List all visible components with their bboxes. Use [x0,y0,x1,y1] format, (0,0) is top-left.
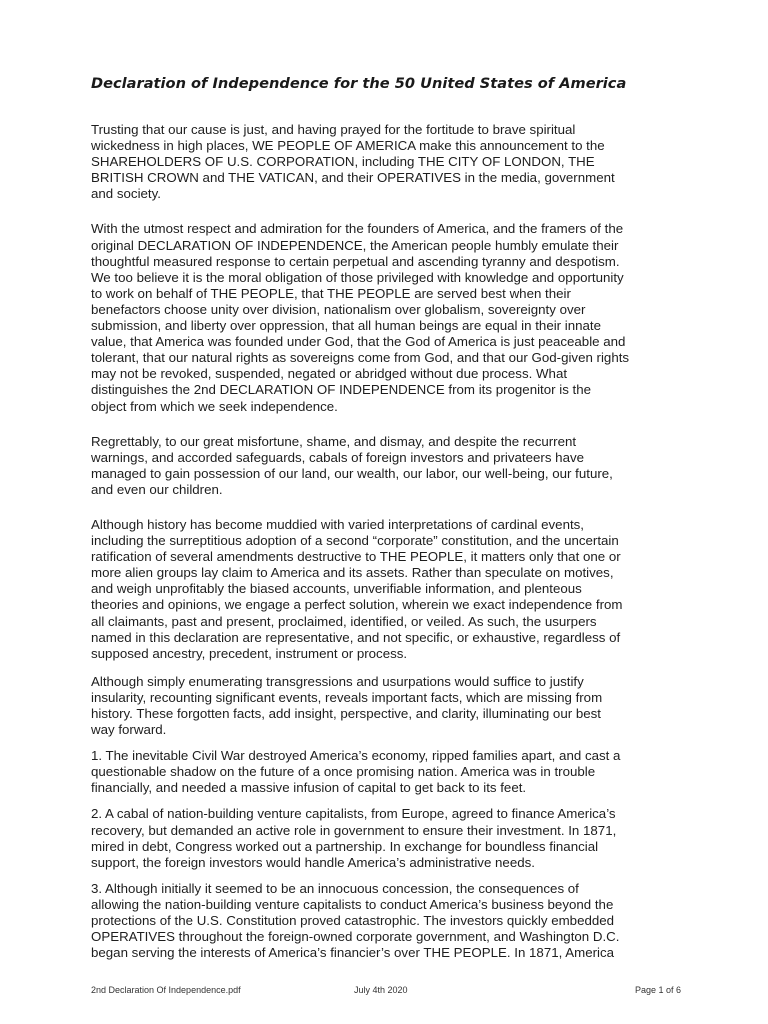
footer-filename: 2nd Declaration Of Independence.pdf [91,985,241,995]
text-line: ratification of several amendments destructive to THE PEOPLE, it matters only that one or [91,549,621,565]
paragraph [91,806,703,870]
document-title: Declaration of Independence for the 50 United States of America [91,75,627,92]
text-line: tolerant, that our natural rights as sovereigns come from God, and that our God-given rights [91,350,630,366]
text-line: history. These forgotten facts, add insight, perspective, and clarity, illuminating our best [91,706,601,721]
text-line: named in this declaration are representative, and not specific, or exhaustive, regardless of [91,629,621,645]
text-line: support, the foreign investors would handle America’s administrative needs. [91,854,535,870]
page-footer [91,985,681,999]
text-line: more alien groups lay claim to America and its assets. Rather than speculate on motives, [91,565,614,581]
text-line: to work on behalf of THE PEOPLE, that THE PEOPLE are served best when their [91,285,571,301]
text-line: way forward. [91,722,167,738]
text-line: questionable shadow on the future of a once promising nation. America was in trouble [91,764,596,780]
text-line: We too believe it is the moral obligation of those privileged with knowledge and opportunity [91,269,624,285]
text-line: including the surreptitious adoption of a second “corporate” constitution, and the uncertain [91,533,619,549]
text-line: object from which we seek independence. [91,398,338,414]
text-line: mired in debt, Congress worked out a partnership. In exchange for boundless financial [91,838,599,854]
text-line: warnings, and accorded safeguards, cabals of foreign investors and privateers have [91,449,585,465]
text-line: protections of the U.S. Constitution proved catastrophic. The investors quickly embedded [91,913,615,929]
text-line: began serving the interests of America’s financier’s over THE PEOPLE. In 1871, America [91,945,615,961]
paragraph [91,122,703,202]
text-line: 3. Although initially it seemed to be an innocuous concession, the consequences of [91,880,579,896]
text-line: original DECLARATION OF INDEPENDENCE, the American people humbly emulate their [91,237,619,253]
text-line: Although simply enumerating transgressions and usurpations would suffice to justify [91,673,584,689]
text-line: insularity, recounting significant events, reveals important facts, which are missing from [91,689,603,705]
text-line: 2. A cabal of nation-building venture capitalists, from Europe, agreed to finance America’s [91,806,616,822]
text-line: submission, and liberty over oppression, that all human beings are equal in their innate [91,318,602,334]
text-line: SHAREHOLDERS OF U.S. CORPORATION, including THE CITY OF LONDON, THE [91,154,595,170]
text-line: Regrettably, to our great misfortune, shame, and dismay, and despite the recurrent [91,433,577,449]
paragraph [91,674,703,738]
text-line: theories and opinions, we engage a perfect solution, wherein we exact independence from [91,597,623,613]
text-line: OPERATIVES throughout the foreign-owned corporate government, and Washington D.C. [91,929,620,945]
text-line: Although history has become muddied with varied interpretations of cardinal events, [91,516,584,532]
footer-date: July 4th 2020 [354,985,408,995]
text-line: managed to gain possession of our land, our wealth, our labor, our well-being, our future, [91,465,613,481]
paragraph [91,748,703,796]
document-body [91,112,703,961]
text-line: With the utmost respect and admiration for the founders of America, and the framers of the [91,221,624,237]
text-line: thoughtful measured response to certain perpetual and ascending tyranny and despotism. [91,253,620,269]
text-line: may not be revoked, suspended, negated or abridged without due process. What [91,366,568,382]
text-line: value, that America was founded under God, that the God of America is just peaceable and [91,334,626,350]
text-line: and weigh unprofitably the biased accounts, unverifiable information, and plenteous [91,581,582,597]
paragraph [91,434,703,498]
paragraph [91,881,703,961]
text-line: benefactors choose unity over division, nationalism over globalism, sovereignty over [91,301,586,317]
text-line: recovery, but demanded an active role in government to ensure their investment. In 1871, [91,822,617,838]
text-line: wickedness in high places, WE PEOPLE OF AMERICA make this announcement to the [91,138,605,154]
text-line: all claimants, past and present, proclaimed, identified, or veiled. As such, the usurpers [91,613,597,629]
text-line: financially, and needed a massive infusion of capital to get back to its feet. [91,780,527,796]
text-line: allowing the nation-building venture capitalists to conduct America’s business beyond the [91,896,614,912]
text-line: Trusting that our cause is just, and having prayed for the fortitude to brave spiritual [91,122,576,137]
text-line: distinguishes the 2nd DECLARATION OF INDEPENDENCE from its progenitor is the [91,382,592,398]
text-line: supposed ancestry, precedent, instrument or process. [91,645,408,661]
text-line: and society. [91,186,161,202]
footer-page-number: Page 1 of 6 [634,985,681,995]
paragraph [91,517,703,662]
text-line: and even our children. [91,481,223,497]
paragraph [91,221,703,414]
text-line: BRITISH CROWN and THE VATICAN, and their OPERATIVES in the media, government [91,170,615,186]
text-line: 1. The inevitable Civil War destroyed America’s economy, ripped families apart, and cast a [91,748,621,764]
